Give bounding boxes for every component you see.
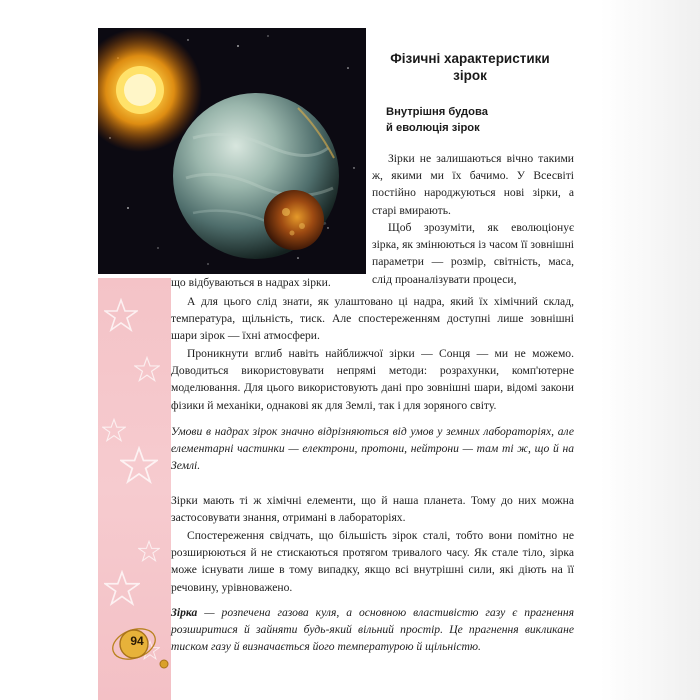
- paragraph-3: А для цього слід знати, як улаштовано ці надра, який їх хімічний склад, температура, щільність, тиск. Але спостереженням доступні лише зовнішні шари зірок — їхні атмосфери.: [171, 295, 574, 343]
- star-outline-icon: [104, 570, 140, 606]
- star-outline-icon: [120, 446, 158, 484]
- paragraph-5-italic: Умови в надрах зірок значно відрізняються від умов у земних лабораторіях, але елементарні частинки — електрони, протони, нейтрони — там ті ж, що й на Землі.: [171, 425, 574, 473]
- paragraph-8-italic: [171, 604, 574, 656]
- star-outline-icon: [104, 298, 138, 332]
- page-number: 94: [130, 634, 144, 648]
- space-illustration: [98, 28, 366, 274]
- section-heading-line2: зірок: [453, 68, 487, 83]
- term-star: Зірка: [171, 606, 198, 619]
- subsection-heading-line2: й еволюція зірок: [386, 122, 480, 134]
- paragraph-1: Зірки не залишаються вічно такими ж, якими ми їх бачимо. У Всесвіті постійно народжуються нові зірки, а старі вмирають.: [372, 152, 574, 217]
- paragraph-2a: Щоб зрозуміти, як еволюціонує зірка, як змінюються із часом її зовнішні параметри — розмір, світність, маса, слід проаналізувати процеси,: [372, 221, 574, 286]
- section-heading: [384, 50, 556, 84]
- paragraph-2b: що відбуваються в надрах зірки.: [171, 276, 331, 289]
- star-outline-icon: [134, 356, 160, 382]
- paragraph-8-rest: — розпечена газова куля, а основною властивістю газу є прагнення розширитися й зайняти будь-який вільний простір. Це прагнення викликане тиском газу й визначається його температурою й щільністю.: [171, 606, 574, 654]
- paragraph-6: Зірки мають ті ж хімічні елементи, що й наша планета. Тому до них можна застосовувати знання, отримані в лабораторіях.: [171, 494, 574, 525]
- page-edge-shadow: [600, 0, 700, 700]
- paragraph-7: Спостереження свідчать, що більшість зірок сталі, тобто вони помітно не розширюються й не стискаються протягом тривалого часу. Як стале тіло, зірка може існувати лише в тому випадку, якщо всі внутрішні сили, які діють на її речовину, урівноважено.: [171, 529, 574, 594]
- section-heading-line1: Фізичні характеристики: [390, 51, 550, 66]
- paragraph-4: Проникнути вглиб навіть найближчої зірки — Сонця — ми не можемо. Доводиться використовувати непрямі методи: розрахунки, комп'ютерне моделювання. Для цього використовують дані про зовнішні шари, відомі закони фізики й механіки, однакові як для Землі, так і для зоряного світу.: [171, 347, 574, 412]
- subsection-heading: [386, 104, 526, 136]
- star-outline-icon: [102, 418, 126, 442]
- star-outline-icon: [138, 540, 160, 562]
- subsection-heading-line1: Внутрішня будова: [386, 106, 488, 118]
